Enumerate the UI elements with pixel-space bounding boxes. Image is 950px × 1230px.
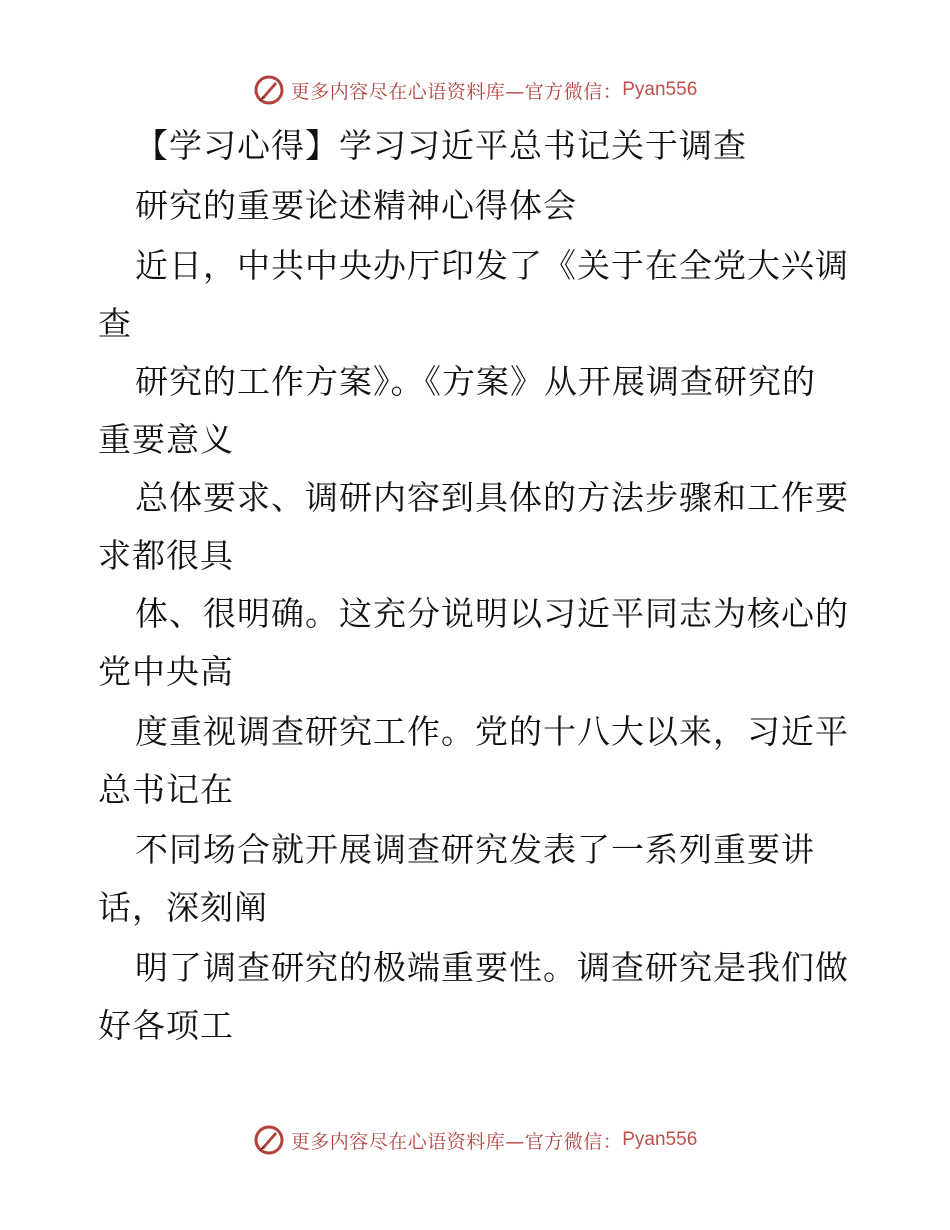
body-line: 体、很明确。这充分说明以习近平同志为核心的 xyxy=(135,594,849,633)
body-line: 总体要求、调研内容到具体的方法步骤和工作要 xyxy=(135,478,849,517)
quill-logo-icon xyxy=(253,74,285,106)
body-line: 总书记在 xyxy=(98,770,234,809)
body-line: 研究的工作方案》。《方案》从开展调查研究的 xyxy=(135,362,816,401)
banner-text: 更多内容尽在心语资料库—官方微信： xyxy=(290,1130,623,1153)
title-line-1: 【学习心得】学习习近平总书记关于调查 xyxy=(135,126,747,165)
body-line: 近日，中共中央办厅印发了《关于在全党大兴调 xyxy=(135,246,849,285)
body-line: 明了调查研究的极端重要性。调查研究是我们做 xyxy=(135,948,849,987)
body-line: 不同场合就开展调查研究发表了一系列重要讲 xyxy=(135,830,815,869)
title-line-2: 研究的重要论述精神心得体会 xyxy=(135,186,577,225)
body-line: 重要意义 xyxy=(98,420,234,459)
body-line: 好各项工 xyxy=(98,1006,234,1045)
footer-banner xyxy=(0,1120,950,1160)
body-line: 求都很具 xyxy=(98,536,234,575)
quill-logo-icon xyxy=(253,1124,285,1156)
wechat-id: Pyan556 xyxy=(622,79,698,100)
wechat-id: Pyan556 xyxy=(622,1129,698,1150)
body-line: 度重视调查研究工作。党的十八大以来，习近平 xyxy=(135,712,849,751)
banner-text: 更多内容尽在心语资料库—官方微信： xyxy=(290,80,623,103)
body-line: 查 xyxy=(98,304,132,343)
header-banner xyxy=(0,70,950,110)
body-line: 党中央高 xyxy=(98,652,234,691)
body-line: 话，深刻阐 xyxy=(98,888,268,927)
